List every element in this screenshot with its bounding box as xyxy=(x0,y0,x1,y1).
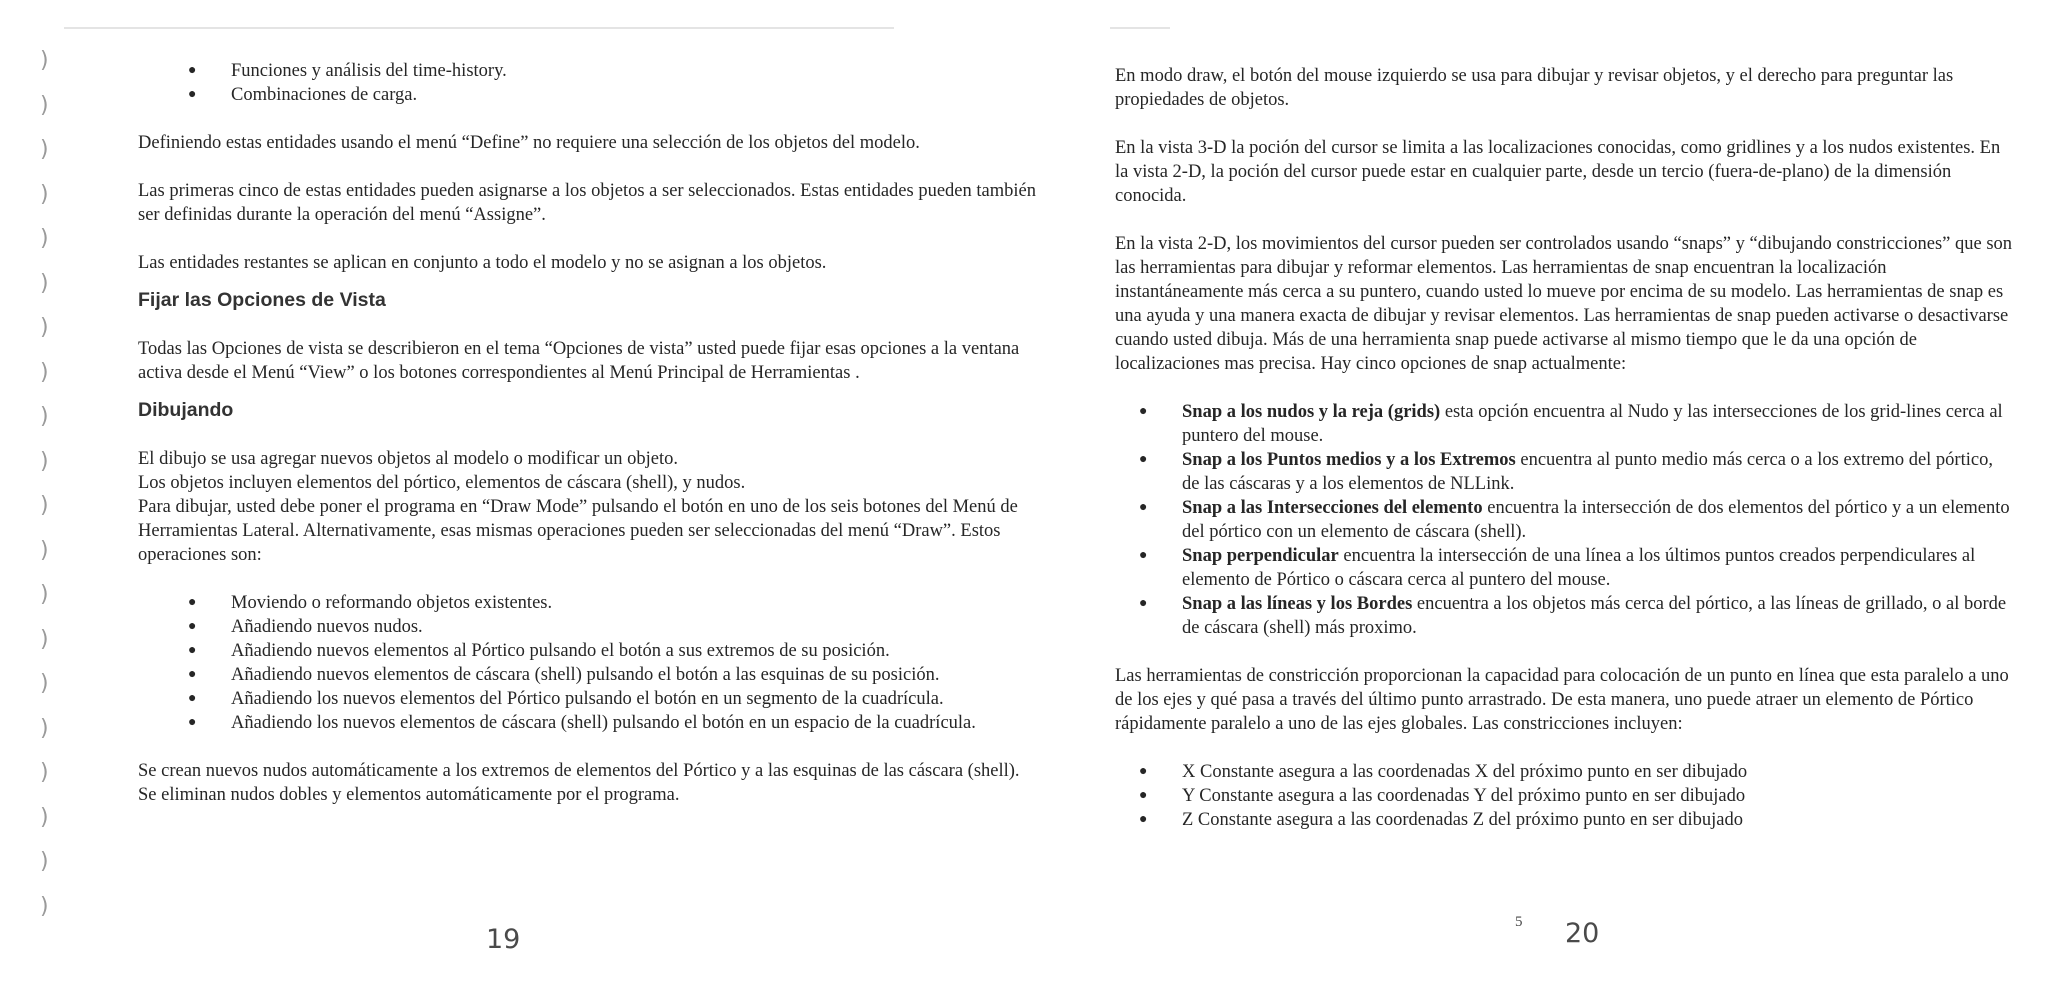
heading-vista: Fijar las Opciones de Vista xyxy=(138,289,386,311)
binding-ring-icon: ) xyxy=(40,315,49,340)
binding-ring-icon: ) xyxy=(40,804,49,830)
binding-ring-icon: ) xyxy=(40,181,49,207)
binding-ring-icon: ) xyxy=(40,448,49,474)
paragraph-rest: Las entidades restantes se aplican en conjunto a todo el modelo y no se asignan a los objetos. xyxy=(138,253,827,273)
bullet-icon: ● xyxy=(188,619,197,634)
page-number-left: 19 xyxy=(486,924,521,955)
list-item: ● Snap a las líneas y los Bordes encuentra a los objetos más cerca del pórtico, a las líneas de grillado, o al borde de cáscara (shell) más proximo. xyxy=(1139,594,2007,638)
right-page xyxy=(1090,0,2048,989)
binding-ring-icon: ) xyxy=(40,671,49,696)
binding-ring-icon: ) xyxy=(40,760,49,785)
binding-ring-icon: ) xyxy=(40,92,49,118)
list-item: ● Añadiendo nuevos elementos de cáscara (shell) pulsando el botón a las esquinas de su posición. xyxy=(188,665,940,685)
bullet-icon: ● xyxy=(1139,452,1148,467)
paragraph-vista: Todas las Opciones de vista se describieron en el tema “Opciones de vista” usted puede fijar esas opciones a la ventana activa desde el Menú “View” o los botones correspondientes al Menú Principal de Herramientas . xyxy=(138,339,1020,383)
binding-ring-icon: ) xyxy=(40,359,49,385)
paragraph-nudos: Se crean nuevos nudos automáticamente a los extremos de elementos del Pórtico y a las esquinas de las cáscara (shell). Se eliminan nudos dobles y elementos automáticamente por el programa. xyxy=(138,761,1020,805)
top-bullet-list xyxy=(138,59,1038,107)
page-number-printed: 5 xyxy=(1515,914,1523,930)
binding-rings xyxy=(40,48,62,948)
list-item: ● Snap a los nudos y la reja (grids) esta opción encuentra al Nudo y las intersecciones de los grid-lines cerca al puntero del mouse. xyxy=(1139,402,2003,446)
scan-edge-line xyxy=(64,27,894,29)
bullet-icon: ● xyxy=(1139,500,1148,515)
paragraph-dibujo-1: El dibujo se usa agregar nuevos objetos al modelo o modificar un objeto. xyxy=(138,449,678,469)
list-item: ● Snap perpendicular encuentra la intersección de una línea a los últimos puntos creados perpendiculares al elemento de Pórtico o cáscara cerca al puntero del mouse. xyxy=(1139,546,1976,590)
constraints-list xyxy=(1115,760,2015,832)
right-page-content xyxy=(1115,64,2015,832)
binding-ring-icon: ) xyxy=(40,493,49,518)
list-item: ● Moviendo o reformando objetos existentes. xyxy=(188,593,553,613)
bullet-icon: ● xyxy=(188,87,197,102)
binding-ring-icon: ) xyxy=(40,849,49,874)
bullet-icon: ● xyxy=(1139,404,1148,419)
bullet-icon: ● xyxy=(188,63,197,78)
binding-ring-icon: ) xyxy=(40,626,49,652)
list-item: ● Y Constante asegura a las coordenadas Y del próximo punto en ser dibujado xyxy=(1139,786,1746,806)
bullet-icon: ● xyxy=(1139,764,1148,779)
binding-ring-icon: ) xyxy=(40,537,49,563)
bullet-icon: ● xyxy=(188,595,197,610)
list-item: ● Funciones y análisis del time-history. xyxy=(188,61,507,81)
list-item: ● Z Constante asegura a las coordenadas Z del próximo punto en ser dibujado xyxy=(1139,810,1744,830)
bullet-icon: ● xyxy=(1139,788,1148,803)
bullet-icon: ● xyxy=(1139,596,1148,611)
binding-ring-icon: ) xyxy=(40,270,49,296)
paragraph-snaps: En la vista 2-D, los movimientos del cursor pueden ser controlados usando “snaps” y “dibujando constricciones” que son las herramientas para dibujar y reformar elementos. Las herramientas de snap encuentran la localización instantáneamente más cerca a su puntero, cuando usted lo mueve por encima de su modelo. Las herramientas de snap es una ayuda y una manera exacta de dibujar y revisar elementos. Las herramientas de snap pueden activarse o desactivarse cuando usted dibuja. Más de una herramienta snap puede activarse al mismo tiempo que le da una opción de localizaciones mas precisa. Hay cinco opciones de snap actualmente: xyxy=(1115,234,2013,374)
list-item: ● Añadiendo nuevos nudos. xyxy=(188,617,423,637)
binding-ring-icon: ) xyxy=(40,715,49,741)
list-item: ● Añadiendo los nuevos elementos de cáscara (shell) pulsando el botón en un espacio de la cuadrícula. xyxy=(188,713,976,733)
binding-ring-icon: ) xyxy=(40,226,49,251)
list-item: ● X Constante asegura a las coordenadas X del próximo punto en ser dibujado xyxy=(1139,762,1748,782)
paragraph-dibujo-2: Los objetos incluyen elementos del pórtico, elementos de cáscara (shell), y nudos. xyxy=(138,473,746,493)
binding-ring-icon: ) xyxy=(40,137,49,162)
paragraph-3d: En la vista 3-D la poción del cursor se limita a las localizaciones conocidas, como gridlines y a los nudos existentes. En la vista 2-D, la poción del cursor puede estar en cualquier parte, desde un tercio (fuera-de-plano) de la dimensión conocida. xyxy=(1115,138,2001,206)
bullet-icon: ● xyxy=(188,715,197,730)
page-number-right: 20 xyxy=(1565,918,1600,949)
list-item: ● Añadiendo nuevos elementos al Pórtico pulsando el botón a sus extremos de su posición. xyxy=(188,641,890,661)
bullet-icon: ● xyxy=(188,643,197,658)
bullet-icon: ● xyxy=(1139,548,1148,563)
binding-ring-icon: ) xyxy=(40,48,49,73)
paragraph-assign: Las primeras cinco de estas entidades pueden asignarse a los objetos a ser seleccionados. Estas entidades pueden también ser definidas durante la operación del menú “Assigne”. xyxy=(138,181,1036,225)
paragraph-draw-mode: En modo draw, el botón del mouse izquierdo se usa para dibujar y revisar objetos, y el derecho para preguntar las propiedades de objetos. xyxy=(1115,66,1954,110)
paragraph-constriccion: Las herramientas de constricción proporcionan la capacidad para colocación de un punto en línea que esta paralelo a uno de los ejes y qué pasa a través del último punto arrastrado. De esta manera, uno puede atraer un elemento de Pórtico rápidamente paralelo a uno de las ejes globales. Las constricciones incluyen: xyxy=(1115,666,2009,734)
list-item: ● Snap a los Puntos medios y a los Extremos encuentra al punto medio más cerca o a los extremo del pórtico, de las cáscaras y a los elementos de NLLink. xyxy=(1139,450,1993,494)
draw-operations-list xyxy=(138,591,1038,735)
bullet-icon: ● xyxy=(188,667,197,682)
heading-dibujando: Dibujando xyxy=(138,399,234,421)
list-item: ● Combinaciones de carga. xyxy=(188,85,418,105)
paragraph-define: Definiendo estas entidades usando el menú “Define” no requiere una selección de los objetos del modelo. xyxy=(138,133,920,153)
binding-ring-icon: ) xyxy=(40,404,49,429)
snap-options-list xyxy=(1115,400,2015,640)
bullet-icon: ● xyxy=(188,691,197,706)
binding-ring-icon: ) xyxy=(40,893,49,919)
list-item: ● Snap a las Intersecciones del elemento encuentra la intersección de dos elementos del pórtico y a un elemento del pórtico con un elemento de cáscara (shell). xyxy=(1139,498,2010,542)
scan-edge-line xyxy=(1110,27,1170,29)
binding-ring-icon: ) xyxy=(40,582,49,607)
list-item: ● Añadiendo los nuevos elementos del Pórtico pulsando el botón en un segmento de la cuadrícula. xyxy=(188,689,944,709)
paragraph-dibujo-3: Para dibujar, usted debe poner el programa en “Draw Mode” pulsando el botón en uno de los seis botones del Menú de Herramientas Lateral. Alternativamente, esas mismas operaciones pueden ser seleccionadas del menú “Draw”. Estos operaciones son: xyxy=(138,497,1018,565)
left-page-content xyxy=(138,59,1038,807)
bullet-icon: ● xyxy=(1139,812,1148,827)
